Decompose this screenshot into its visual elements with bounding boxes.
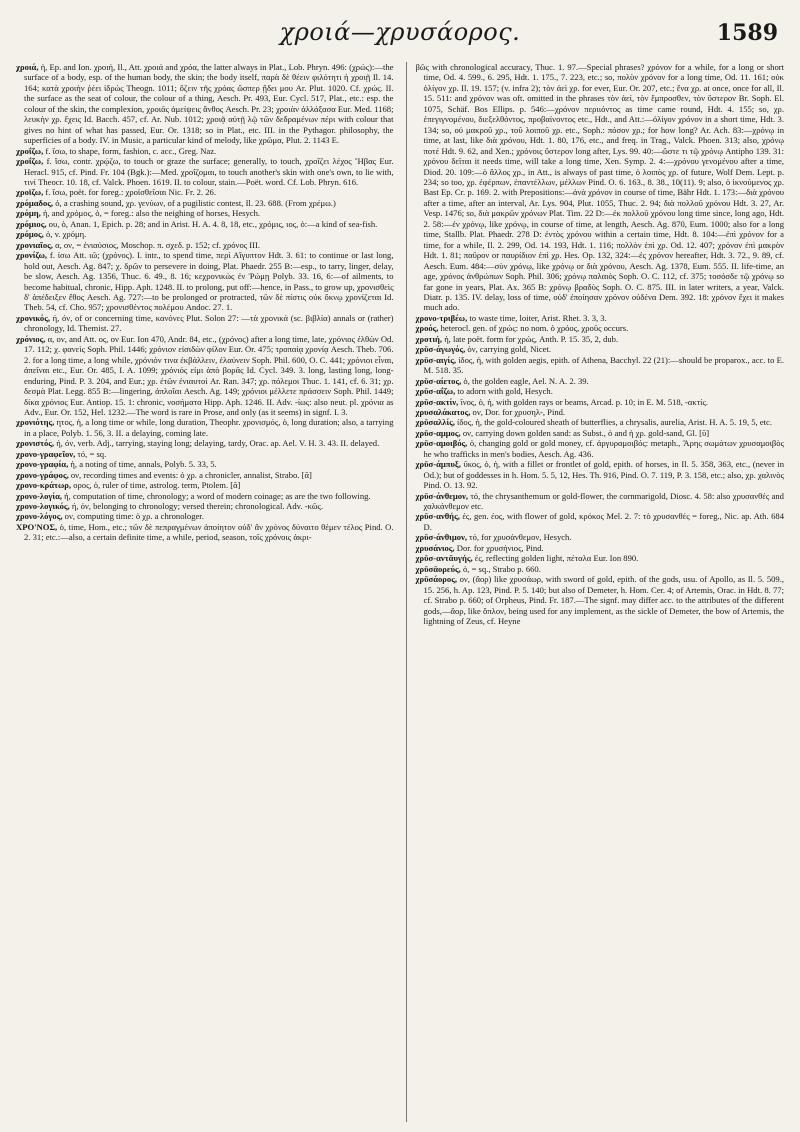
dictionary-entry (16, 198, 394, 208)
entry-lemma: χρονο-γράφος, (16, 469, 69, 480)
entry-definition: ον, recording times and events: ὁ χρ. a chronicler, annalist, Strabo. [ᾰ] (70, 469, 312, 480)
entry-lemma: χρονο-γραφία, (16, 459, 69, 470)
entry-definition: f. ἴσω, contr. χρῴζω, to touch or graze the surface; generally, to touch, χροΐζει λέχος Ἥβας Eur. Heracl. 915, cf. Pind. Fr. 104 (Bgk.):—Med. χροΐζομαι, to touch another's skin with one's own, to lie with, τινί Theocr. 10. 18, cf. Valck. Phoen. 1619. II. to colour, stain.—Poët. word. Cf. Lob. Phryn. 616. (24, 156, 394, 187)
head-word-range: χροιά—χρυσάορος. (279, 18, 521, 46)
dictionary-entry (16, 187, 394, 197)
dictionary-entry (16, 470, 394, 480)
dictionary-entry (16, 146, 394, 156)
page-number: 1589 (716, 20, 778, 46)
entry-definition: ορος, ὁ, ruler of time, astrolog. term, Ptolem. [ᾰ] (73, 480, 241, 491)
dictionary-entry (416, 417, 785, 427)
entry-definition: ον, computing time: ὁ χρ. a chronologer. (64, 511, 204, 522)
entry-lemma: χρῡσ-αιγίς, (415, 354, 456, 365)
entry-lemma: χρῡσ-αμμος, (415, 427, 461, 438)
entry-lemma: χρῡσ-αμοιβός, (415, 438, 468, 449)
entry-definition: f. ίσω Att. ιῶ; (χρόνος). I. intr., to spend time, περὶ Αἴγυπτον Hdt. 3. 61: to continue or last long, hold out, Aesch. Ag. 847; χ. δρῶν to persevere in doing, Plat. Phaedr. 255 B:—esp., to tarry, linger, delay, be slow, Aesch. Ag. 1356, Thuc. 6. 49., 8. 16; κεχρονικὼς ἐν Ῥώμῃ Polyb. 33. 16, 6:—of ailments, to become habitual, chronic, Hipp. Aph. 1248. II. to prolong, put off:—hence, in Pass., to grow up, χρονισθεὶς δ' ἀπέδειξεν ἔθος Aesch. Ag. 727:—to be prolonged or protracted, τῶν δὲ πίστις οὐκ ὄκνῳ χρονίζεται Id. Theb. 54, cf. Cho. 957; χρονισθέντος πολέμου Andoc. 27. 1. (24, 250, 394, 313)
entry-definition: ή, όν, verb. Adj., tarrying, staying long; delaying, tardy, Orac. ap. Ael. V. H. 3. 43. II. delayed. (56, 438, 380, 449)
entry-lemma: χρονο-λογικός, (16, 501, 70, 512)
entry-definition: ὁ, v. χρόμη. (45, 229, 87, 240)
entry-lemma: χρονο-λογία, (16, 490, 63, 501)
right-column (406, 62, 785, 1122)
entry-lemma: χρονο-τριβέω, (415, 312, 468, 323)
entry-definition: ὁ, changing gold or gold money, cf. ἀργυραμοιβός: metaph., Ἄρης σωμάτων χρυσαμοιβὸς he who trafficks in men's bodies, Aesch. Ag. 436. (423, 438, 784, 459)
entry-lemma: χρῡσ-ανθής, (415, 511, 460, 522)
dictionary-entry (16, 511, 394, 521)
entry-definition: ίδος, ἡ, with golden aegis, epith. of Athena, Bacchyl. 22 (21):—should be proparox., acc. to E. M. 518. 35. (423, 354, 784, 376)
entry-lemma: χρυσάνιος, (415, 542, 455, 553)
entry-lemma: χρῡσ-άνθεμον, (415, 490, 469, 501)
entry-lemma: χρῡσαλλίς, (415, 417, 455, 428)
entry-lemma: χρῡσ-άνθιμον, (415, 532, 468, 543)
dictionary-entry (16, 62, 394, 146)
dictionary-entry (416, 344, 785, 354)
dictionary-entry (16, 501, 394, 511)
entry-definition: ἡ, Ep. and Ion. χροιή, Il., Att. χροιά and χρόα, the latter always in Plat., Lob. Phryn. 496: (χρώς):—the surface of a body, esp. of the human body, the skin; the body itself, παρὰ δὲ θέειν φιλότητι ἡ χροιῇ Il. 14. 164; κατὰ χροιὴν ῥέει ἱδρώς Theogn. 1011; ὄζειν τῆς χρόας ὥσπερ ᾔδει μου Ar. Plut. 1020. Cf. χρώς. II. the surface as the seat of colour, the colour of a thing, Aesch. Pr. 493, Eur. Cycl. 517, Plat., etc.: esp. the colour of the skin, the complexion, χροιᾶς ἀμείψεις ἄνθος Aesch. Pr. 23; χροιὰν ἀλλάξασα Eur. Med. 1168; λευκὴν χρ. ἔχεις Id. Bacch. 457, cf. Ar. Nub. 1012; χροιᾷ αὐτῇ λῷ τῶν δεδραμένων πέρι with colour that gives no hint of what has passed, Eur. Or. 1318; so in Plat., etc. III. in the Pythagor. philosophy, the superficies of a body. IV. in Music, a particular kind of melody, like χρῶμα, Plut. 2. 1143 E. (24, 62, 394, 146)
dictionary-entry (416, 407, 785, 417)
entry-lemma: χρονο-λόγος, (16, 511, 63, 522)
dictionary-entry (416, 386, 785, 396)
dictionary-entry (16, 417, 394, 438)
entry-lemma: χρονιαῖος, (16, 239, 53, 250)
entry-definition: f. ἴσω, to shape, form, fashion, c. acc., Greg. Naz. (45, 145, 217, 156)
entry-lemma: χρονο-κράτωρ, (16, 480, 72, 491)
entry-definition: ὁ, the golden eagle, Ael. N. A. 2. 39. (463, 375, 589, 386)
entry-lemma: χροΐζω, (16, 145, 44, 156)
dictionary-entry (16, 334, 394, 418)
entry-definition: ῦκος, ὁ, ἡ, with a fillet or frontlet of gold, epith. of horses, in Il. 5. 358, 363, etc., (never in Od.); but of goddesses in h. Hom. 5. 5, 12, Hes. Th. 916, Pind. O. 7. 119, P. 3. 158, etc.; also, χρ. χαλινὸς Pind. O. 13. 92. (423, 459, 784, 491)
entry-lemma: χρονικός, (16, 312, 50, 323)
dictionary-entry (416, 564, 785, 574)
dictionary-entry (416, 62, 785, 313)
dictionary-entry (16, 250, 394, 313)
dictionary-entry (416, 574, 785, 626)
entry-lemma: χρῡσ-ακτίν, (415, 396, 459, 407)
entry-lemma: χρονιστός, (16, 438, 55, 449)
entry-definition: to adorn with gold, Hesych. (457, 386, 553, 397)
entry-lemma: ΧΡΟ'ΝΟΣ, (16, 521, 58, 532)
dictionary-entry (16, 156, 394, 187)
entry-lemma: χρῡσ-αίετος, (415, 375, 462, 386)
dictionary-entry (16, 449, 394, 459)
dictionary-entry (16, 208, 394, 218)
dictionary-entry (16, 229, 394, 239)
entry-definition: ἡ, computation of time, chronology; a word of modern coinage; as are the two following. (64, 490, 371, 501)
dictionary-entry (416, 438, 785, 459)
entry-definition: ὁ, a crashing sound, χρ. γενύων, of a pugilistic contest, Il. 23. 688. (From χρέμω.) (55, 197, 336, 208)
entry-lemma: χρῡσάορος, (415, 574, 457, 585)
dictionary-entry (416, 334, 785, 344)
dictionary-entry (16, 438, 394, 448)
entry-definition: ἡ, and χρόμος, ὁ, = foreg.: also the neighing of horses, Hesych. (42, 208, 261, 219)
entry-definition: ου, ὁ, Anan. 1, Epich. p. 28; and in Arist. H. A. 4. 8, 18, etc., χρόμις, ιος, ὁ:—a kind of sea-fish. (48, 218, 378, 229)
entry-definition: ον, (ἄορ) like χρυσάωρ, with sword of gold, epith. of the gods, usu. of Apollo, as Il. 5. 509., 15. 256, h. Ap. 123, Pind. P. 5. 140; but also of Demeter, h. Hom. Cer. 4; of Artemis, Orac. in Hdt. 8. 77; cf. Strabo p. 660; of Orpheus, Pind. Fr. 187.—The signf. may differ acc. to the attributes of the different gods,—ἄορ, like ὅπλον, being used for any implement, as the sickle of Demeter, the bow of Artemis, the lightning of Zeus, cf. Heyne (423, 574, 784, 627)
entry-definition: ητος, ἡ, a long time or while, long duration, Theophr. χρονισμός, ὁ, long duration; also, a tarrying in a place, Polyb. 1. 56, 3. II. a delaying, coming late. (24, 417, 394, 438)
dictionary-entry (16, 480, 394, 490)
entry-lemma: χρῡσ-άγωγός, (415, 344, 466, 355)
entry-lemma: χρυσαλάκατος, (415, 406, 471, 417)
dictionary-entry (416, 376, 785, 386)
entry-lemma: χρόμαδος, (16, 197, 54, 208)
running-head (0, 18, 800, 54)
dictionary-entry (416, 397, 785, 407)
entry-lemma: χρόμιος, (16, 218, 47, 229)
dictionary-entry (416, 511, 785, 532)
entry-lemma: χρόνιος, (16, 333, 46, 344)
entry-lemma: χρῡσ-άμπυξ, (415, 459, 461, 470)
entry-lemma: χρόμη, (16, 208, 41, 219)
dictionary-entry (416, 491, 785, 512)
dictionary-entry (16, 313, 394, 334)
entry-definition: ὁ, = sq., Strabo p. 660. (462, 563, 541, 574)
entry-definition: ἡ, a noting of time, annals, Polyb. 5. 33, 5. (70, 459, 217, 470)
entry-lemma: χρῡσ-αΐζω, (415, 386, 456, 397)
dictionary-entry (16, 491, 394, 501)
entry-definition: ή, όν, of or concerning time, κανόνες Plut. Solon 27: —τὰ χρονικά (sc. βιβλία) annals or (rather) chronology, Id. Themist. 27. (24, 312, 394, 334)
entry-definition: τό, the chrysanthemum or gold-flower, the cornmarigold, Diosc. 4. 58: also χρυσανθές and χαλκάνθεμον etc. (423, 490, 784, 512)
entry-definition: ον, carrying down golden sand: as Subst., ὁ and ἡ χρ. gold-sand, Gl. [ῡ] (462, 427, 710, 438)
entry-definition: heterocl. gen. of χρώς: no nom. ὁ χρόος, χροῦς occurs. (440, 323, 629, 334)
entry-definition: α, ον, and Att. ος, ον Eur. Ion 470, Andr. 84, etc., (χρόνος) after a long time, late, χρόνιος ἐλθὼν Od. 17. 112; χ. φανεὶς Soph. Phil. 1446; χρόνιον εἰσιδὼν φίλον Eur. Or. 475; τροπαίᾳ χρονίᾳ Aesch. Theb. 706. 2. for a long time, a long while, χρόνιόν τινα ἐκβάλλειν, ἐλαύνειν Soph. Phil. 600, O. C. 441; χρόνιοι εἶναι, ἀπεῖναι etc., Eur. Or. 485, I. A. 1099; χρόνιός εἰμι ἀπὸ βορᾶς Id. Cycl. 349. 3. long, lasting long, long-enduring, Pind. P. 3. 204, and Eur.; χρ. ἐτῶν ἐνιαυτοί Ar. Ran. 347; χρ. πόλεμοι Thuc. 1. 141, cf. 6. 31; χρ. δεσμὰ Plat. Legg. 855 B:—lingering, ἀπλοΐαι Aesch. Ag. 149; χρόνιοι μέλλετε πράσσειν Soph. Phil. 1449; δίκα χρόνιος Eur. Antiop. 15. 1: chronic, νοσήματα Hipp. Aph. 1246. II. Adv. -ίως: also neut. pl. χρόνια as Adv., Eur. Or. 152, Hel. 1232.—The word is rare in Prose, and only (as it seems) in signf. I. 3. (24, 333, 394, 417)
entry-definition: ὁ, time, Hom., etc.; τῶν δὲ πεπραγμένων ἀποίητον οὐδ' ἂν χρόνος δύναιτο θέμεν τέλος Pind. O. 2. 31; etc.:—also, a certain definite time, a while, period, season, τοῖς χρόνοις ἀκρι- (24, 521, 394, 543)
entry-definition: ον, Dor. for χρυσηλ-, Pind. (472, 406, 566, 417)
entry-definition: ές, gen. έος, with flower of gold, κρόκος Mel. 2. 7: τὸ χρυσανθές = foreg., Nic. ap. Ath. 684 D. (423, 511, 784, 532)
entry-lemma: χρῡσᾱορεύς, (415, 563, 461, 574)
entry-definition: α, ον, = ἐνιαύσιος, Moschop. π. σχεδ. p. 152; cf. χρόνος III. (55, 239, 261, 250)
entry-definition: ές, reflecting golden light, πέταλα Eur. Ion 890. (474, 553, 639, 564)
entry-definition: όν, carrying gold, Nicet. (467, 344, 552, 355)
entry-lemma: χρόμος, (16, 229, 44, 240)
entry-definition: ή, όν, belonging to chronology; versed therein; chronological. Adv. -κῶς. (71, 501, 324, 512)
entry-lemma: χρονίζω, (16, 250, 48, 261)
dictionary-entry (16, 219, 394, 229)
entry-lemma: χροιά, (16, 62, 39, 72)
left-column (16, 62, 394, 1122)
dictionary-entry (16, 240, 394, 250)
entry-lemma: χροϊζω, (16, 187, 44, 198)
dictionary-entry (416, 428, 785, 438)
dictionary-entry (416, 459, 785, 490)
entry-lemma: χροΐζω, (16, 156, 44, 167)
entry-definition: Dor. for χρυσήνιος, Pind. (456, 542, 544, 553)
entry-definition: τό, = sq. (77, 448, 107, 459)
entry-definition: to waste time, loiter, Arist. Rhet. 3. 3, 3. (469, 312, 607, 323)
dictionary-entry (16, 459, 394, 469)
entry-definition: βῶς with chronological accuracy, Thuc. 1. 97.—Special phrases? χρόνον for a while, for a long or short time, Od. 4. 599., 6. 295, Hdt. 1. 175., 7. 223, etc.; so, πολὺν χρόνον for a long time, Od. 11. 161; οὐκ ὀλίγον χρ. Il. 19. 157; (v. infra 2); τὸν ἀεὶ χρ. for ever, Eur. Or. 207, etc.; ἕνα χρ. at once, once for all, Il. 15. 511: and χρόνον was oft. omitted in the phrases τὸν ἀεί, τὸν ἔμπροσθεν, τὸν ὕστερον Br. Soph. El. 1075, Schäf. Bos Ellips. p. 546:—χρόνον περιιόντος as time came round, Hdt. 4. 155; so, χρ. ἐπεγιγνομένου, διεξελθόντος, προβαίνοντος etc., Hdt., and Att.:—ὀλίγον χρόνον in a short time, Hdt. 3. 134; so, οὐ μακροῦ χρ., τοῦ λοιποῦ χρ. etc., Soph.: πόσον χρ.; for how long? Ar. Ach. 83:—χρόνῳ in time, at last, like διὰ χρόνου, Hdt. 1. 80, 176, etc., and freq. in Trag., Valck. Phoen. 313; also, χρόνῳ ποτέ Hdt. 9. 62, and Xen.; χρόνοις ὕστερον long after, Lys. 99. 40:—ὥστε τι τῷ χρόνῳ Antipho 139. 31: χρόνου δεῖται it needs time, will take a long time, Xen. Symp. 2. 4:—χρόνου γενομένου after a time, Diod. 20. 109:—ὁ ἄλλος χρ., in Att., is always of past time, ὁ λοιπὸς χρ. of future, Wolf Dem. Lept. p. 234; so too, χρ. ἐφέρπων, ἐπαντέλλων, μέλλων Pind. O. 6. 163., 8. 38., 10(11). 9; also, ὁ ἱκνούμενος χρ. Bast Ep. Cr. p. 169. 2. with Prepositions:—ἀνὰ χρόνον in course of time, Bähr Hdt. 1. 173:—διὰ χρόνου after a time, after an interval, Ar. Lys. 904, Plut. 1055, Thuc. 2. 94; διὰ πολλοῦ χρόνου Hdt. 3. 27, Ar. Vesp. 1476; so, διὰ μακρῶν χρόνων Plat. Tim. 22 D:—ἐκ πολλοῦ χρόνου long time since, long ago, Hdt. 2. 58:—ἐν χρόνῳ, like χρόνῳ, in course of time, at length, Aesch. Ag. 870, Eum. 1000; also for a long time, Stallb. Plat. Phaedr. 278 D: ἐντὸς χρόνου within a certain time, Hdt. 8. 104:—ἐπὶ χρόνον for a time, for a while, Il. 2. 299, Od. 14. 193, Hdt. 1. 116; πολλὸν ἐπὶ χρ. Od. 12. 407; χρόνον ἐπὶ μακρὸν Hdt. 1. 81; παῦρον or παυρίδιον ἐπὶ χρ. Hes. Op. 132, 324:—ἐς χρόνον hereafter, Hdt. 3. 72., 9. 89, cf. Aesch. Eum. 484:—σὺν χρόνῳ, like χρόνῳ or διὰ χρόνου, Aesch. Ag. 1378, Eum. 555. II. life-time, an age, χρόνος ἀνθρώπων Soph. Phil. 306; χρόνῳ παλαιὸς Soph. O. C. 112, cf. 375; τοσόσδε τῷ χρόνῳ so far gone in years, Plat. Ax. 365 B: χρόνῳ βραδὺς Soph. O. C. 875. III. in later writers, a year, Valck. Diatr. p. 135. IV. delay, loss of time, οὐδ' ἐποίησαν χρόνον οὐδένα Dem. 392. 18: χρόνον ἔχει it makes much ado. (415, 62, 784, 313)
dictionary-entry (416, 323, 785, 333)
entry-definition: ῖνος, ὁ, ἡ, with golden rays or beams, Arcad. p. 10; in E. M. 518, -ακτίς. (460, 396, 709, 407)
entry-lemma: χρονο-γραφεῖον, (16, 448, 76, 459)
entry-definition: ίδος, ἡ, the gold-coloured sheath of butterflies, a chrysalis, aurelia, Arist. H. A. 5. 19, 5, etc. (457, 417, 773, 428)
dictionary-entry (416, 355, 785, 376)
dictionary-entry (16, 522, 394, 543)
dictionary-entry (416, 532, 785, 542)
text-columns (16, 62, 784, 1122)
entry-definition: ἡ, late poët. form for χρώς, Anth. P. 15. 35, 2, dub. (444, 333, 619, 344)
dictionary-entry (416, 543, 785, 553)
entry-definition: τό, for χρυσάνθεμον, Hesych. (469, 532, 572, 543)
entry-lemma: χρονιότης, (16, 417, 55, 428)
entry-lemma: χροτιή, (415, 333, 443, 344)
entry-lemma: χροός, (415, 323, 439, 334)
entry-lemma: χρῡσ-αντᾰυγής, (415, 553, 473, 564)
dictionary-entry (416, 553, 785, 563)
entry-definition: f. ἴσω, poët. for foreg.: χροϊσθεῖσαι Nic. Fr. 2. 26. (45, 187, 216, 198)
dictionary-entry (416, 313, 785, 323)
